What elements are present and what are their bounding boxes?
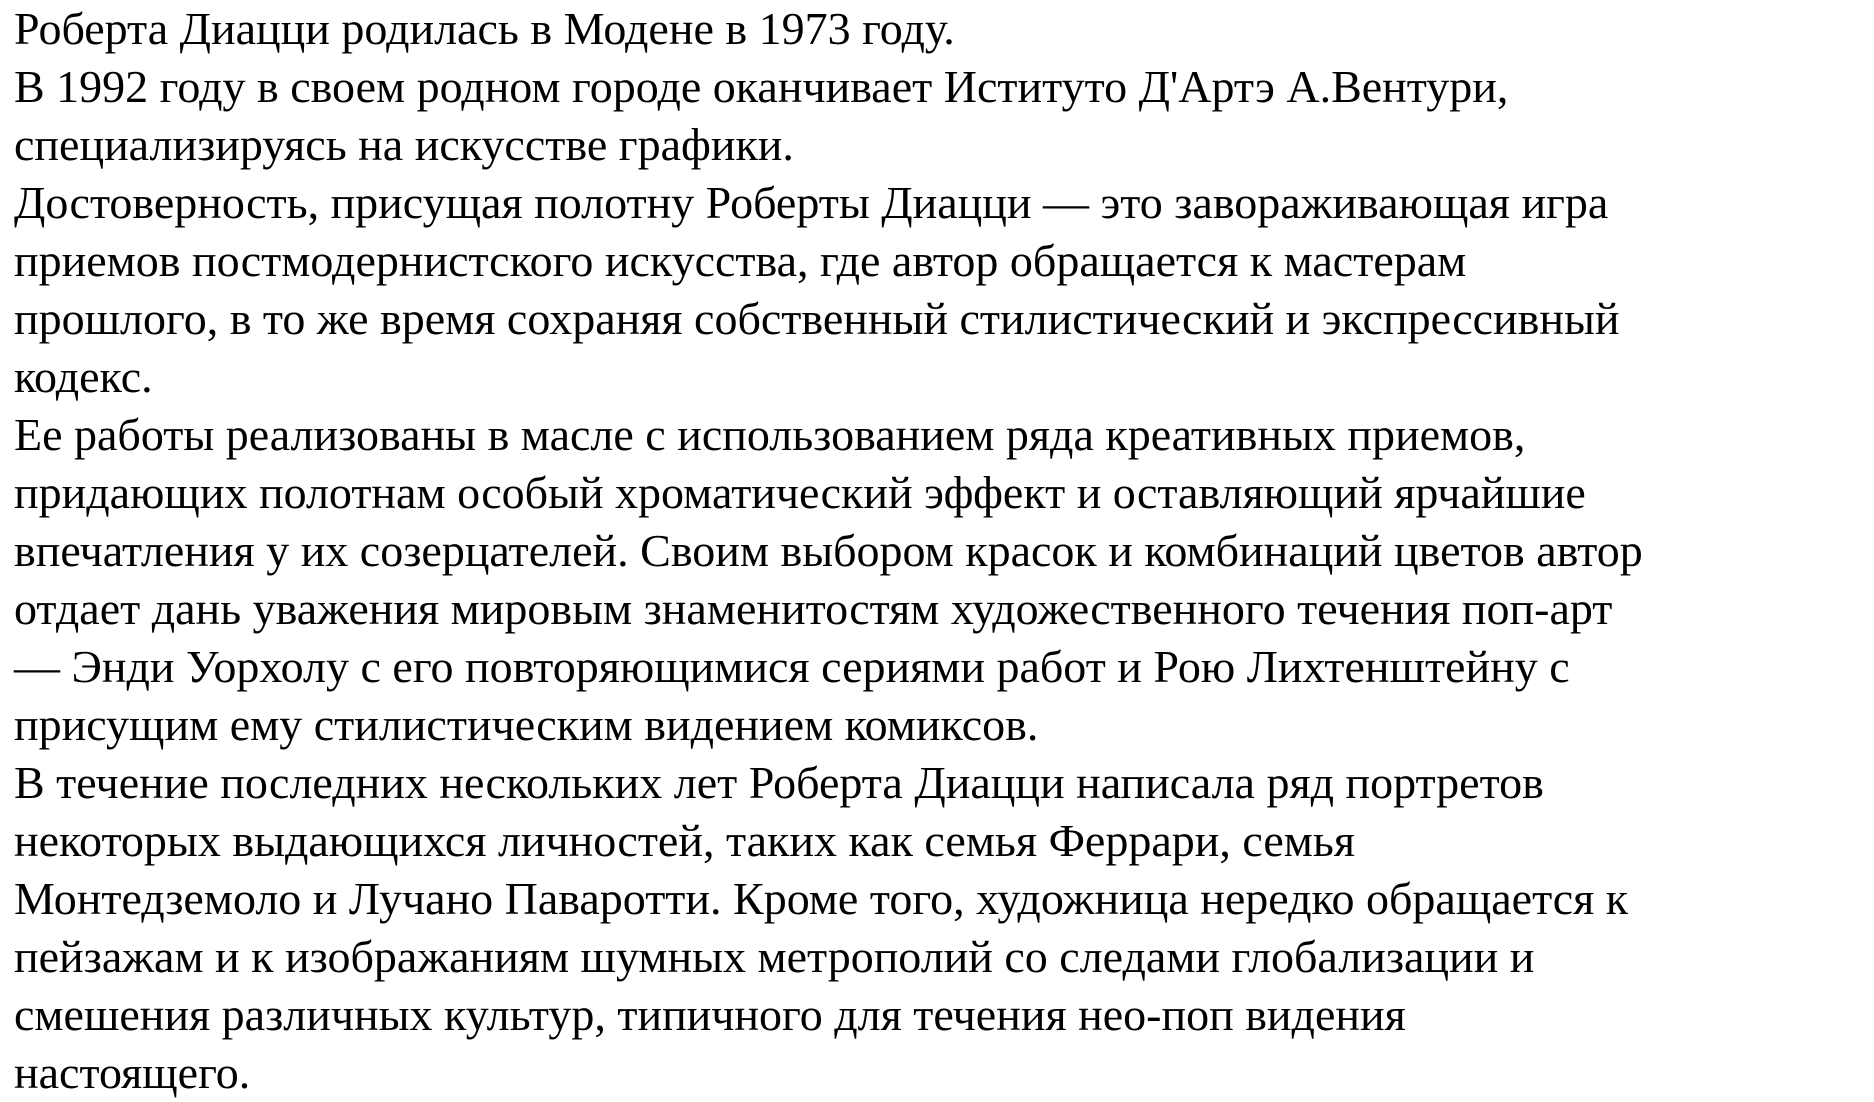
text-line: отдает дань уважения мировым знаменитостям художественного течения поп-арт [14,583,1613,634]
text-line: Монтедземоло и Лучано Паваротти. Кроме того, художница нередко обращается к [14,873,1629,924]
text-line: смешения различных культур, типичного для течения нео-поп видения [14,989,1406,1040]
text-line: приемов постмодернистского искусства, где автор обращается к мастерам [14,235,1467,286]
text-line: — Энди Уорхолу с его повторяющимися сериями работ и Рою Лихтенштейну с [14,641,1570,692]
text-line: Достоверность, присущая полотну Роберты Диацци — это завораживающая игра [14,177,1609,228]
text-line: В течение последних нескольких лет Роберта Диацци написала ряд портретов [14,757,1544,808]
text-line: прошлого, в то же время сохраняя собственный стилистический и экспрессивный [14,293,1620,344]
text-line: некоторых выдающихся личностей, таких как семья Феррари, семья [14,815,1356,866]
text-line: настоящего. [14,1047,251,1098]
text-line: присущим ему стилистическим видением комиксов. [14,699,1039,750]
text-line: Ее работы реализованы в масле с использованием ряда креативных приемов, [14,409,1526,460]
text-line: Роберта Диацци родилась в Модене в 1973 году. [14,3,955,54]
text-line: придающих полотнам особый хроматический эффект и оставляющий ярчайшие [14,467,1586,518]
text-line: пейзажам и к изображаниям шумных метрополий со следами глобализации и [14,931,1535,982]
text-line: специализируясь на искусстве графики. [14,119,794,170]
text-line: В 1992 году в своем родном городе оканчивает Иституто Д'Артэ А.Вентури, [14,61,1509,112]
text-line: впечатления у их созерцателей. Своим выбором красок и комбинаций цветов автор [14,525,1643,576]
text-line: кодекс. [14,351,153,402]
